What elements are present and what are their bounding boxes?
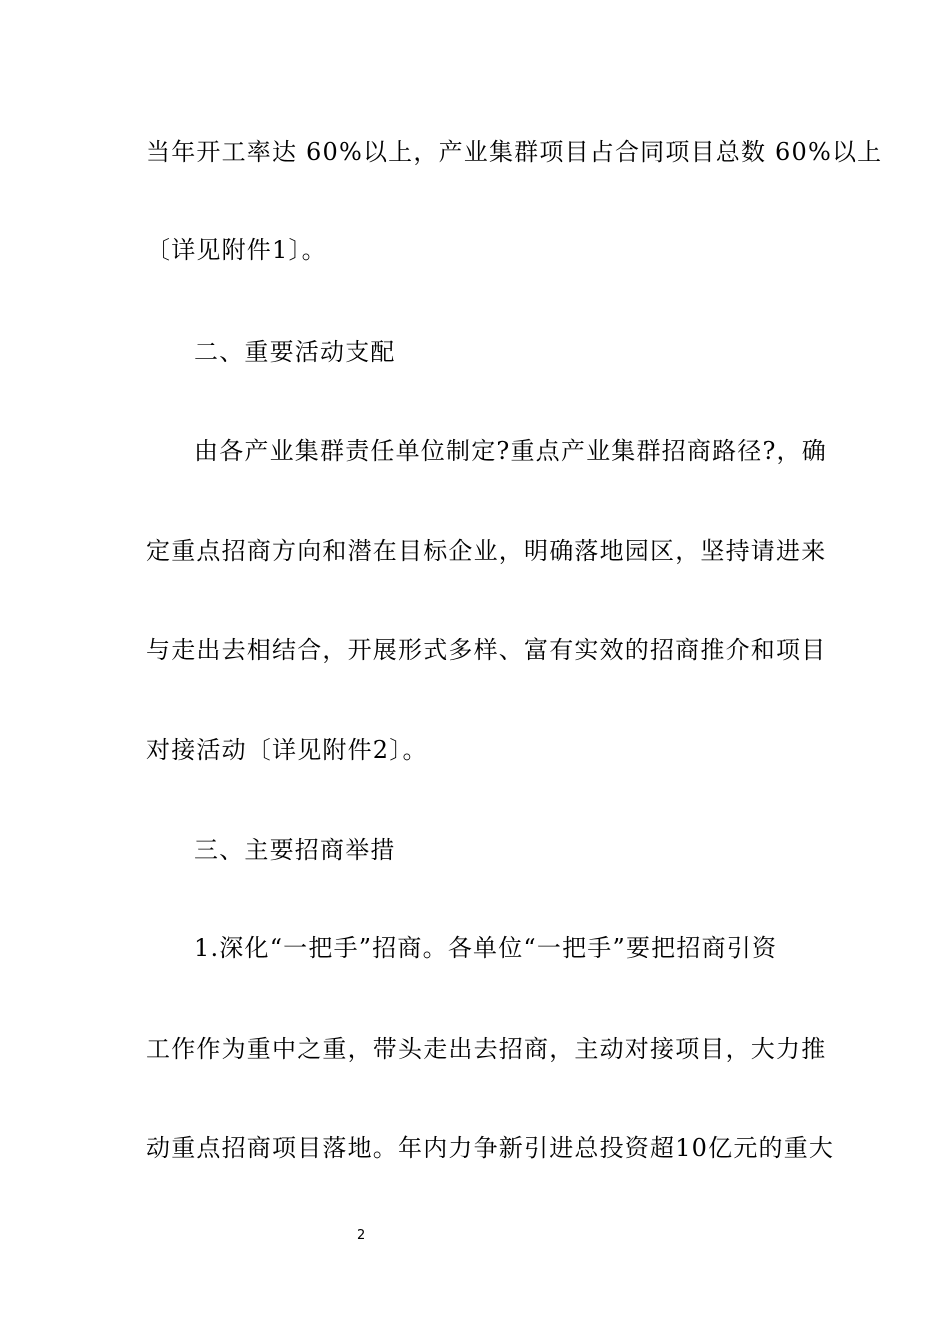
- text-line-10: 工作作为重中之重，带头走出去招商，主动对接项目，大力推: [146, 1035, 827, 1063]
- text-line-5: 定重点招商方向和潜在目标企业，明确落地园区，坚持请进来: [146, 537, 827, 565]
- text-line-1: 当年开工率达 60%以上，产业集群项目占合同项目总数 60%以上: [146, 138, 883, 166]
- text-line-4: 由各产业集群责任单位制定?重点产业集群招商路径?，确: [194, 437, 827, 465]
- text-line-9: 1.深化“一把手”招商。各单位“一把手”要把招商引资: [194, 934, 778, 962]
- page-number: 2: [357, 1228, 366, 1243]
- text-line-2: 〔详见附件1〕。: [146, 236, 327, 264]
- section-heading-3: 三、主要招商举措: [194, 836, 396, 864]
- text-line-6: 与走出去相结合，开展形式多样、富有实效的招商推介和项目: [146, 636, 827, 664]
- section-heading-2: 二、重要活动支配: [194, 338, 396, 366]
- text-line-7: 对接活动〔详见附件2〕。: [146, 736, 428, 764]
- text-line-11: 动重点招商项目落地。年内力争新引进总投资超10亿元的重大: [146, 1134, 835, 1162]
